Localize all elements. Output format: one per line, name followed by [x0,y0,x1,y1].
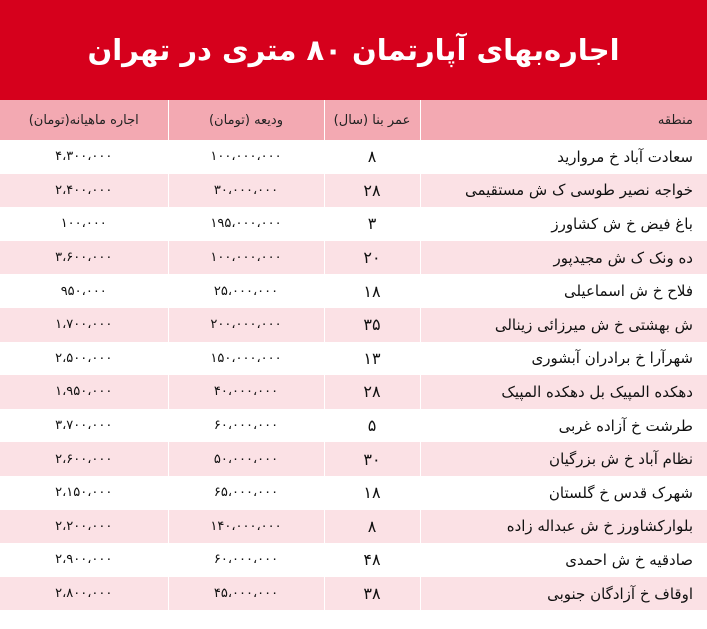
cell-area: باغ فيض خ ش کشاورز [420,207,707,241]
table-row [0,409,707,443]
cell-age: ۳۰ [324,442,420,476]
cell-rent: ۲،۱۵۰،۰۰۰ [0,476,168,510]
cell-area: شهرآرا خ برادران آبشوری [420,342,707,376]
header-age: عمر بنا (سال) [324,100,420,140]
table-row [0,577,707,611]
table-row [0,442,707,476]
cell-deposit: ۱۹۵،۰۰۰،۰۰۰ [168,207,324,241]
cell-age: ۲۸ [324,174,420,208]
cell-age: ۲۸ [324,375,420,409]
cell-deposit: ۱۰۰،۰۰۰،۰۰۰ [168,241,324,275]
cell-area: بلوارکشاورز خ ش عبداله زاده [420,510,707,544]
rent-table [0,100,707,610]
table-row [0,375,707,409]
cell-rent: ۱،۷۰۰،۰۰۰ [0,308,168,342]
cell-area: سعادت آباد خ مرواريد [420,140,707,174]
table-row [0,140,707,174]
cell-area: شهرک قدس خ گلستان [420,476,707,510]
table-row [0,476,707,510]
cell-deposit: ۶۰،۰۰۰،۰۰۰ [168,543,324,577]
cell-rent: ۲،۹۰۰،۰۰۰ [0,543,168,577]
cell-deposit: ۱۵۰،۰۰۰،۰۰۰ [168,342,324,376]
title-banner [0,0,707,100]
cell-age: ۸ [324,140,420,174]
cell-rent: ۱،۹۵۰،۰۰۰ [0,375,168,409]
cell-deposit: ۶۵،۰۰۰،۰۰۰ [168,476,324,510]
table-row [0,241,707,275]
cell-rent: ۲،۴۰۰،۰۰۰ [0,174,168,208]
table-row [0,207,707,241]
cell-age: ۸ [324,510,420,544]
cell-age: ۳۵ [324,308,420,342]
cell-rent: ۲،۸۰۰،۰۰۰ [0,577,168,611]
cell-area: اوقاف خ آزادگان جنوبی [420,577,707,611]
cell-area: طرشت خ آزاده غربی [420,409,707,443]
table-row [0,543,707,577]
cell-rent: ۲،۲۰۰،۰۰۰ [0,510,168,544]
table-row [0,510,707,544]
cell-area: ش بهشتی خ ش ميرزائی زينالی [420,308,707,342]
cell-age: ۱۸ [324,274,420,308]
cell-rent: ۲،۶۰۰،۰۰۰ [0,442,168,476]
cell-age: ۴۸ [324,543,420,577]
table-row [0,342,707,376]
cell-rent: ۳،۶۰۰،۰۰۰ [0,241,168,275]
cell-rent: ۴،۳۰۰،۰۰۰ [0,140,168,174]
cell-deposit: ۲۵،۰۰۰،۰۰۰ [168,274,324,308]
header-rent: اجاره ماهیانه(تومان) [0,100,168,140]
cell-area: خواجه نصير طوسی ک ش مستقيمی [420,174,707,208]
cell-age: ۲۰ [324,241,420,275]
cell-deposit: ۱۴۰،۰۰۰،۰۰۰ [168,510,324,544]
page-title: اجاره‌بهای آپارتمان ۸۰ متری در تهران [87,33,620,67]
cell-age: ۱۸ [324,476,420,510]
table-row [0,174,707,208]
cell-area: دهکده المپيک بل دهکده المپيک [420,375,707,409]
cell-deposit: ۵۰،۰۰۰،۰۰۰ [168,442,324,476]
cell-age: ۳۸ [324,577,420,611]
cell-deposit: ۳۰،۰۰۰،۰۰۰ [168,174,324,208]
cell-deposit: ۲۰۰،۰۰۰،۰۰۰ [168,308,324,342]
cell-deposit: ۶۰،۰۰۰،۰۰۰ [168,409,324,443]
cell-area: فلاح خ ش اسماعيلی [420,274,707,308]
cell-rent: ۲،۵۰۰،۰۰۰ [0,342,168,376]
cell-age: ۵ [324,409,420,443]
cell-area: ده ونک ک ش مجيدپور [420,241,707,275]
table-row [0,308,707,342]
cell-area: صادقيه خ ش احمدی [420,543,707,577]
cell-rent: ۳،۷۰۰،۰۰۰ [0,409,168,443]
cell-age: ۱۳ [324,342,420,376]
cell-deposit: ۱۰۰،۰۰۰،۰۰۰ [168,140,324,174]
table-header-row [0,100,707,140]
table-row [0,274,707,308]
cell-rent: ۹۵۰،۰۰۰ [0,274,168,308]
cell-deposit: ۴۵،۰۰۰،۰۰۰ [168,577,324,611]
cell-deposit: ۴۰،۰۰۰،۰۰۰ [168,375,324,409]
cell-rent: ۱۰۰،۰۰۰ [0,207,168,241]
header-deposit: ودیعه (تومان) [168,100,324,140]
cell-area: نظام آباد خ ش بزرگيان [420,442,707,476]
cell-age: ۳ [324,207,420,241]
header-area: منطقه [420,100,707,140]
